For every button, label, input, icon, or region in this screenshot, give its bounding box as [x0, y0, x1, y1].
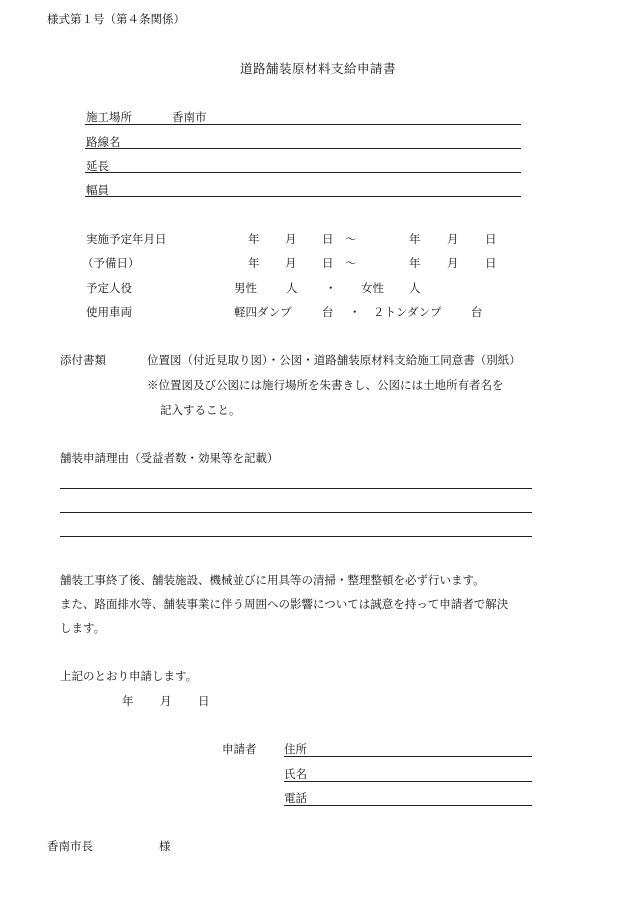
applicant-label: 申請者 [222, 742, 257, 756]
pledge-line-3: します。 [60, 621, 106, 635]
pledge-line-1: 舗装工事終了後、舗装施設、機械並びに用具等の清掃・整理整頓を必ず行います。 [60, 573, 485, 587]
reason-label: 舗装申請理由（受益者数・効果等を記載） [60, 451, 279, 465]
address-label: 住所 [284, 742, 307, 756]
width-label: 幅員 [86, 183, 109, 197]
light-dump-unit: 台 [322, 305, 334, 319]
route-label: 路線名 [86, 135, 121, 149]
planned-end-day: 日 [485, 232, 497, 246]
reserve-tilde: ～ [345, 256, 357, 270]
reserve-end-day: 日 [485, 256, 497, 270]
planned-start-year: 年 [248, 232, 260, 246]
reason-line-1[interactable] [60, 488, 532, 489]
reason-line-3[interactable] [60, 536, 532, 537]
planned-end-month: 月 [447, 232, 459, 246]
labor-separator: ・ [325, 281, 337, 295]
width-field-line[interactable] [85, 196, 521, 197]
male-label: 男性 [234, 281, 257, 295]
planned-start-day: 日 [322, 232, 334, 246]
phone-field-line[interactable] [284, 805, 532, 806]
length-field-line[interactable] [85, 172, 521, 173]
reserve-end-year: 年 [409, 256, 421, 270]
attachments-label: 添付書類 [60, 353, 106, 367]
female-unit: 人 [409, 281, 421, 295]
route-field-line[interactable] [85, 148, 521, 149]
attachments-note-line1: ※位置図及び公図には施行場所を朱書きし、公図には土地所有者名を [147, 378, 504, 392]
date-year: 年 [122, 694, 134, 708]
vehicles-separator: ・ [349, 305, 361, 319]
planned-date-label: 実施予定年月日 [86, 232, 167, 246]
addressee-mayor: 香南市長 [47, 839, 93, 853]
page-title: 道路舗装原材料支給申請書 [240, 61, 397, 76]
two-ton-dump-unit: 台 [471, 305, 483, 319]
phone-label: 電話 [284, 791, 307, 805]
date-month: 月 [160, 694, 172, 708]
two-ton-dump-label: ２トンダンプ [373, 305, 442, 319]
site-value: 香南市 [172, 110, 207, 124]
planned-start-month: 月 [285, 232, 297, 246]
planned-tilde: ～ [345, 232, 357, 246]
female-label: 女性 [361, 281, 384, 295]
reserve-start-year: 年 [248, 256, 260, 270]
labor-label: 予定人役 [86, 281, 132, 295]
address-field-line[interactable] [284, 756, 532, 757]
light-dump-label: 軽四ダンプ [234, 305, 292, 319]
declaration: 上記のとおり申請します。 [60, 669, 198, 683]
attachments-note-line2: 記入すること。 [160, 403, 241, 417]
reason-line-2[interactable] [60, 512, 532, 513]
name-field-line[interactable] [284, 781, 532, 782]
site-field-line[interactable] [85, 124, 521, 125]
vehicles-label: 使用車両 [86, 305, 132, 319]
site-label: 施工場所 [86, 110, 132, 124]
pledge-line-2: また、路面排水等、舗装事業に伴う周囲への影響については誠意を持って申請者で解決 [60, 597, 509, 611]
form-number: 様式第１号（第４条関係） [47, 12, 185, 26]
date-day: 日 [198, 694, 210, 708]
reserve-start-day: 日 [322, 256, 334, 270]
reserve-start-month: 月 [285, 256, 297, 270]
reserve-date-label: （予備日） [82, 256, 140, 270]
length-label: 延長 [86, 159, 109, 173]
planned-end-year: 年 [409, 232, 421, 246]
attachments-list: 位置図（付近見取り図）・公図・道路舗装原材料支給施工同意書（別紙） [147, 353, 521, 367]
male-unit: 人 [286, 281, 298, 295]
addressee-honorific: 様 [159, 839, 171, 853]
name-label: 氏名 [284, 767, 307, 781]
reserve-end-month: 月 [447, 256, 459, 270]
